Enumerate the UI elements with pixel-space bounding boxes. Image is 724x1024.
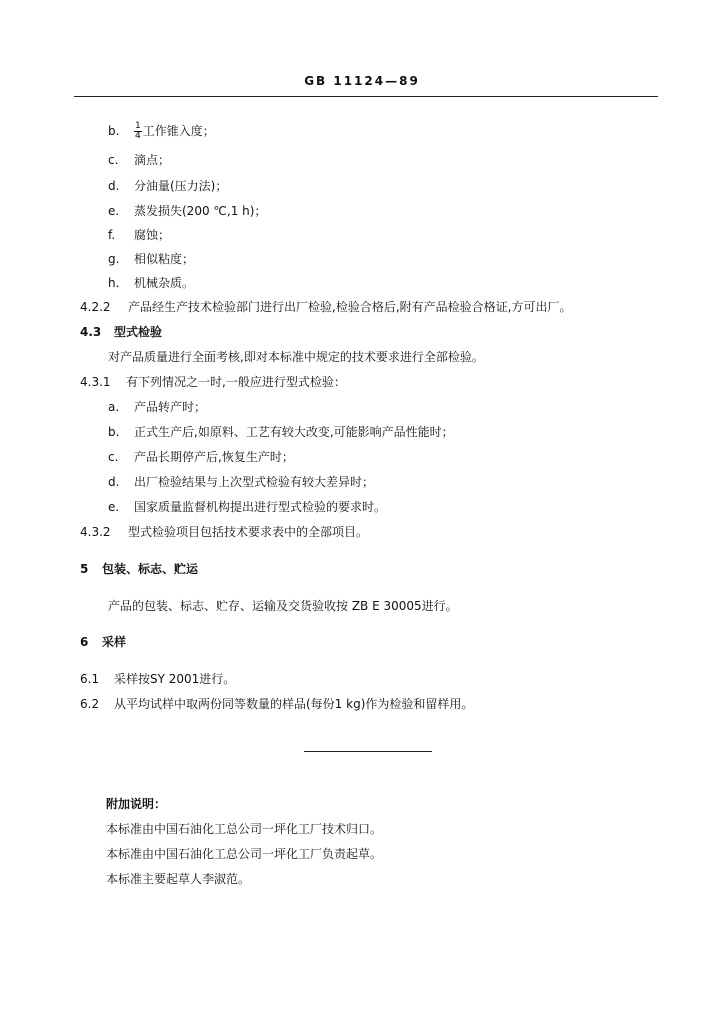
- list-item-text: 正式生产后,如原料、工艺有较大改变,可能影响产品性能时；: [134, 425, 454, 439]
- list-item-label: d.: [108, 475, 120, 489]
- clause-text: 产品经生产技术检验部门进行出厂检验,检验合格后,附有产品检验合格证,方可出厂。: [128, 300, 572, 314]
- list-item-text: 出厂检验结果与上次型式检验有较大差异时；: [134, 475, 375, 489]
- notes-line: 本标准由中国石油化工总公司一坪化工厂技术归口。: [106, 822, 383, 836]
- list-item: [108, 152, 170, 168]
- clause-6-1: [80, 671, 235, 687]
- section-4-3-text: 对产品质量进行全面考核,即对本标准中规定的技术要求进行全部检验。: [108, 350, 484, 364]
- list-item: [108, 122, 215, 141]
- section-number: 5: [80, 562, 89, 576]
- list-item-text: 产品长期停产后,恢复生产时；: [134, 450, 294, 464]
- page-header-code: GB 11124—89: [304, 74, 420, 88]
- section-5-heading: [80, 561, 198, 577]
- end-rule: [304, 751, 432, 752]
- list-item: [108, 178, 227, 194]
- clause-text: 采样按SY 2001进行。: [114, 672, 236, 686]
- clause-text: 有下列情况之一时,一般应进行型式检验：: [126, 375, 346, 389]
- list-item-label: h.: [108, 276, 120, 290]
- clause-6-2: [80, 696, 473, 712]
- list-item: [108, 424, 454, 440]
- clause-number: 6.1: [80, 672, 100, 686]
- section-title: 包装、标志、贮运: [102, 562, 199, 576]
- list-item-label: d.: [108, 179, 120, 193]
- section-title: 型式检验: [114, 325, 163, 339]
- clause-text: 从平均试样中取两份同等数量的样品(每份1 kg)作为检验和留样用。: [114, 697, 474, 711]
- list-item-label: b.: [108, 425, 120, 439]
- clause-4-3-1: [80, 374, 346, 390]
- section-6-heading: [80, 634, 126, 650]
- list-item-text: 分油量(压力法)；: [134, 179, 228, 193]
- list-item: [108, 275, 194, 291]
- section-number: 4.3: [80, 325, 102, 339]
- list-item-text: 工作锥入度；: [142, 124, 215, 138]
- list-item-label: g.: [108, 252, 120, 266]
- section-number: 6: [80, 635, 89, 649]
- list-item-text: 蒸发损失(200 ℃,1 h)；: [134, 204, 267, 218]
- list-item-label: b.: [108, 124, 120, 138]
- clause-number: 4.3.1: [80, 375, 111, 389]
- fraction-denominator: 4: [135, 131, 141, 141]
- clause-number: 6.2: [80, 697, 100, 711]
- clause-number: 4.3.2: [80, 525, 111, 539]
- list-item: [108, 203, 266, 219]
- list-item: [108, 251, 194, 267]
- list-item: [108, 474, 374, 490]
- fraction-numerator: 1: [135, 121, 141, 131]
- list-item-text: 滴点；: [134, 153, 171, 167]
- list-item-label: a.: [108, 400, 120, 414]
- list-item-text: 相似粘度；: [134, 252, 195, 266]
- list-item-label: e.: [108, 500, 120, 514]
- list-item: [108, 399, 206, 415]
- list-item: [108, 449, 294, 465]
- section-4-3-heading: [80, 324, 162, 340]
- clause-number: 4.2.2: [80, 300, 111, 314]
- list-item-label: e.: [108, 204, 120, 218]
- section-5-text: 产品的包装、标志、贮存、运输及交货验收按 ZB E 30005进行。: [108, 599, 458, 613]
- section-title: 采样: [102, 635, 127, 649]
- header-rule: [74, 96, 658, 97]
- fraction: [134, 122, 142, 141]
- list-item-label: f.: [108, 228, 116, 242]
- clause-4-2-2: [80, 299, 571, 315]
- list-item: [108, 499, 386, 515]
- notes-line: 本标准由中国石油化工总公司一坪化工厂负责起草。: [106, 847, 383, 861]
- list-item-text: 机械杂质。: [134, 276, 195, 290]
- list-item-text: 国家质量监督机构提出进行型式检验的要求时。: [134, 500, 387, 514]
- list-item-text: 腐蚀；: [134, 228, 171, 242]
- notes-title: 附加说明：: [106, 797, 167, 811]
- clause-text: 型式检验项目包括技术要求表中的全部项目。: [128, 525, 369, 539]
- notes-line: 本标准主要起草人李淑范。: [106, 872, 251, 886]
- list-item-label: c.: [108, 450, 119, 464]
- list-item-text: 产品转产时；: [134, 400, 207, 414]
- clause-4-3-2: [80, 524, 368, 540]
- list-item-label: c.: [108, 153, 119, 167]
- list-item: [108, 227, 170, 243]
